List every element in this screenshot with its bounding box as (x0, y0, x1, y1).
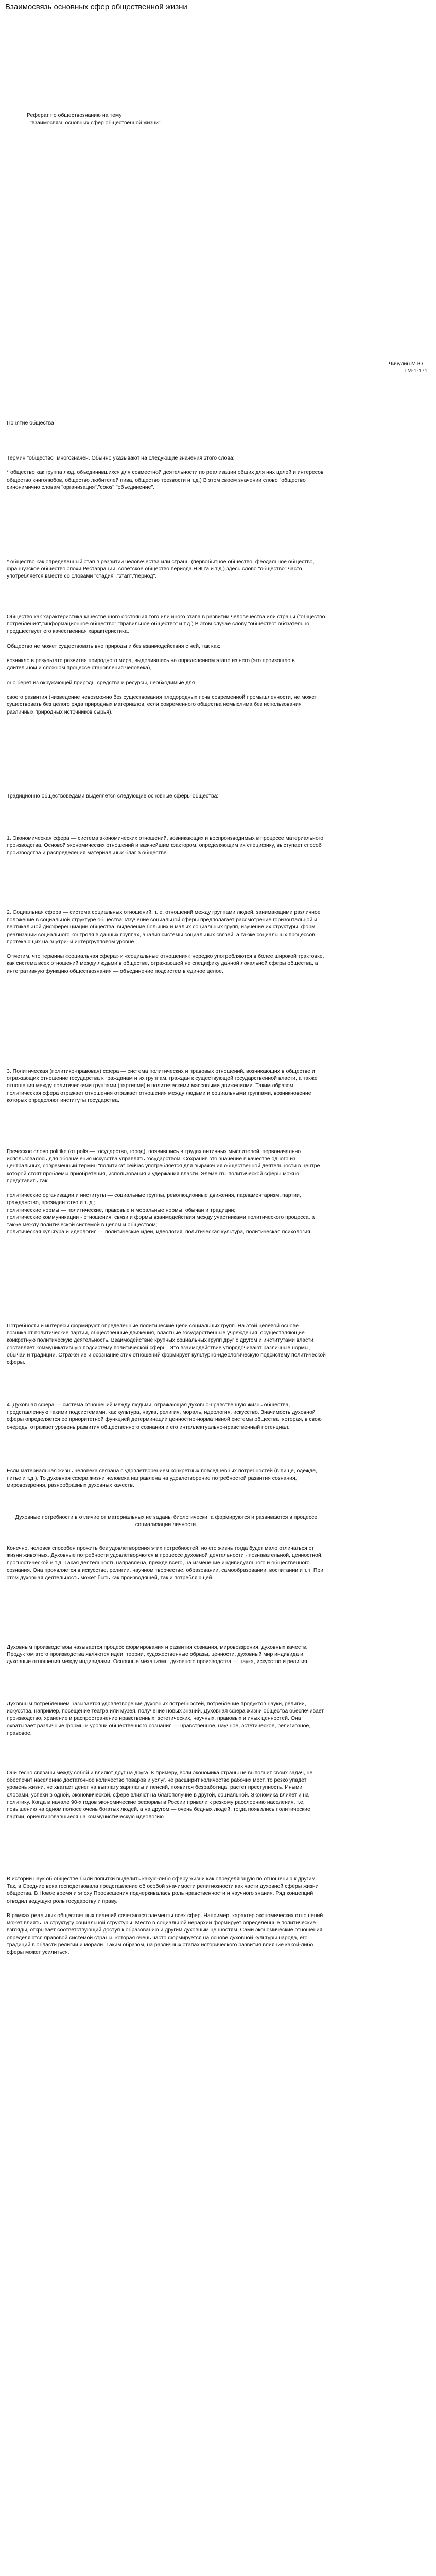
paragraph: Потребности и интересы формируют определенные политические цели социальных групп. На этой целевой основе возникают политические партии, общественные движения, властные государственные учреждения, осуществляющие конкретную политическую деятельность. Взаимодействие крупных социальных групп друг с другом и институтами власти составляет коммуникативную подсистему политической сферы. Это взаимодействие упорядочивают различные нормы, обычаи и традиции. Отражение и осознание этих отношений формирует культурно-идеологическую подсистему политической сферы. (7, 1323, 327, 1366)
paragraph: возникло в результате развития природного мира, выделившись на определенном этапе из него (это произошло в длительном и сложном процессе становления человека), (7, 657, 297, 671)
paragraph: политические организации и институты — социальные группы, революционные движения, парламентаризм, партии, гражданство, президентство и т. д.; (7, 1192, 303, 1206)
body-section-6 (7, 835, 326, 864)
body-section-5 (7, 792, 326, 807)
paragraph: Отметим, что термины «социальная сфера» и «социальные отношения» нередко употребляются в более широкой трактовке, как система всех отношений между людьми в обществе, отражающей не специфику данной локальной сферы общества, а интегративную функцию обществознания — объединение подсистем в единое целое. (7, 953, 326, 974)
paragraph: * общество как определенный этап в развитии человечества или страны (первобытное общество, феодальное общество, французское общество эпохи Реставрации, советское общество периода НЭП'а и т.д.).здесь слово "общество" часто употребляется вместе со словами "стадия","этап","период". (7, 558, 316, 580)
body-section-9 (7, 1148, 326, 1243)
referat-line-2: "взаимосвязь основных сфер общественной жизни" (30, 120, 161, 126)
paragraph: Духовные потребности в отличие от материальных не заданы биологически, а формируются и развиваются в процессе социализации личности. (15, 1514, 319, 1528)
body-section-10 (7, 1322, 326, 1373)
paragraph: Конечно, человек способен прожить без удовлетворения этих потребностей, но его жизнь тогда будет мало отличаться от жизни животных. Духовные потребности удовлетворяются в процессе духовной деятельности - познавательной, ценностной, прогностической и т.д. Такая деятельность направлена, прежде всего, на изменение индивидуального и общественного сознания. Она проявляется в искусстве, религии, научном творчестве, образовании, самообразовании, воспитании и т.п. При этом духовная деятельность может быть как производящей, так и потребляющей. (7, 1545, 325, 1581)
paragraph: 2. Социальная сфера — система социальных отношений, т. е. отношений между группами людей, занимающими различное положение в социальной структуре общества. Изучение социальной сферы предполагает рассмотрение горизонтальной и вертикальной дифференциации общества, выделение больших и малых социальных групп, изучение их структуры, форм реализации социального контроля в данных группах, анализ системы социальных связей, а также социальных процессов, протекающих на внутри- и интергрупповом уровне. (7, 909, 322, 945)
paragraph: Греческое слово politike (от polis — государство, город), появившись в трудах античных мыслителей, первоначально использовалось для обозначения искусства управлять государством. Сохранив это значение в качестве одного из центральных, современный термин "политика" сейчас употребляется для выражения общественной деятельности в центре которой стоят проблемы приобретения, использования и удержания власти. Элементы политической сферы можно представить так: (7, 1148, 322, 1184)
paragraph: политическая культура и идеология — политические идеи, идеология, политическая культура, политическая психология. (7, 1229, 312, 1235)
body-section-8 (7, 1067, 326, 1111)
body-section-1 (7, 419, 326, 434)
body-section-11 (7, 1401, 326, 1438)
paragraph: политические нормы — политические, правовые и моральные нормы, обычаи и традиции; (7, 1207, 236, 1213)
body-section-3 (7, 558, 326, 587)
author-group: ТМ-1-171 (404, 368, 428, 375)
paragraph: * общество как группа люд, объединившихся для совместной деятельности по реализации общих для них целей и интересов общество книголюбов, общество любителей пива, общество трезвости и т.д.) В этом своем значении слово "общество" синонимично словам "организация","союз","объединение". (7, 469, 325, 490)
paragraph: Духовным производством называется процесс формирования и развития сознания, мировоззрения, духовных качеств. Продуктом этого производства являются идеи, теории, художественные образы, ценности, духовный мир индивида и духовные отношения между индивидами. Основные механизмы духовного производства — наука, искусство и религия. (7, 1644, 309, 1665)
body-section-12 (7, 1467, 326, 1497)
body-section-7 (7, 909, 326, 982)
paragraph: Общество не может существовать вне природы и без взаимодействия с ней, так как: (7, 642, 221, 649)
paragraph: В истории наук об обществе были попытки выделить какую-либо сферу жизни как определяющую по отношению к другим. Так, в Средние века господствовала представление об особой значимости религиозности как части духовной сферы жизни общества. В Новое время и эпоху Просвещения подчеркивалась роль нравственности и научного знания. Ряд концепций отводил ведущую роль государству и праву. (7, 1876, 320, 1904)
body-section-2 (7, 454, 326, 498)
paragraph: своего развития (низведение невозможно без существования плодородных почв современной промышленности, не может существовать без целого ряда природных материалов, если современного общества немыслима без использования различных природных источников сырья). (7, 694, 319, 715)
paragraph: Они тесно связаны между собой и влияют друг на друга. К примеру, если экономика страны не выполнит своих задач, не обеспечит населению достаточное количество товаров и услуг, не расширит количество рабочих мест, то резко упадет уровень жизни, не хватает денег на выплату зарплаты и пенсий, появится безработица, растет преступность. Иными словами, успехи в одной, экономической, сфере влияют на благополучие в другой, социальной. Экономика влияет и на политику. Когда в начале 90-х годов экономические реформы в России привели к резкому расслоению населения, т.е. повышению на одном полюсе очень богатых людей, а на другом — очень бедных людей, тогда появились политические партии, ориентировавшиеся на коммунистическую идеологию. (7, 1770, 315, 1820)
body-section-18 (7, 1875, 326, 1963)
paragraph: оно берет из окружающей природы средства и ресурсы, необходимые для (7, 679, 195, 686)
paragraph: Духовным потреблением называется удовлетворение духовных потребностей, потребление продуктов науки, религии, искусства, например, посещение театра или музея, получение новых знаний. Духовная сфера жизни общества обеспечивает производство, хранение и распространение нравственных, эстетических, научных, правовых и иных ценностей. Она охватывает различные формы и уровни общественного сознания — нравственное, научное, эстетическое, религиозное, правовое. (7, 1701, 326, 1736)
referat-heading (27, 112, 233, 126)
page-title: Взаимосвязь основных сфер общественной жизни (5, 3, 187, 11)
paragraph: Традиционно обществоведами выделяется следующие основные сферы общества: (7, 793, 219, 799)
author-name: Чичулин.М.Ю (389, 361, 423, 367)
body-section-4 (7, 613, 326, 723)
body-section-17 (7, 1769, 326, 1828)
section-heading: Понятие общества (7, 420, 54, 426)
referat-line-1: Реферат по обществознанию на тему (27, 112, 122, 118)
paragraph: 4. Духовная сфера — система отношений между людьми, отражающая духовно-нравственную жизнь общества, представленную такими подсистемами, как культура, наука, религия, мораль, идеология, искусство. Значимость духовной сферы определяется ее приоритетной функцией детерминации ценностно-нормативной системы общества, которая, в свою очередь, отражает уровень развития общественного сознания и его интеллектуально-нравственный потенциал. (7, 1402, 323, 1430)
paragraph: Термин "общество" многозначен. Обычно указывают на следующие значения этого слова: (7, 455, 235, 461)
body-section-16 (7, 1700, 326, 1744)
body-section-14 (7, 1545, 326, 1588)
paragraph: Если материальная жизнь человека связана с удовлетворением конкретных повседневных потребностей (в пище, одежде, питье и т.д.). То духовная сфера жизни человека направлена на удовлетворение потребностей развития сознания, мировоззрения, разнообразных духовных качеств. (7, 1468, 319, 1489)
paragraph: 3. Политическая (политико-правовая) сфера — система политических и правовых отношений, возникающих в обществе и отражающих отношение государства к гражданам и их группам, граждан к существующей государственной власти, а также отношения между политическими группами (партиями) и политическими массовыми движениями. Таким образом, политическая сфера отражает отношения отражает отношения между людьми и социальными группами, возникновение которых определяют институты государства. (7, 1068, 319, 1104)
author-block (389, 360, 428, 375)
paragraph: 1. Экономическая сфера — система экономических отношений, возникающих и воспроизводимых в процессе материального производства. Основой экономических отношений и важнейшим фактором, определяющим их специфику, выступает способ производства и распределения материальных благ в обществе. (7, 835, 325, 856)
paragraph: Общество как характеристика качественного состояния того или иного этапа в развитии человечества или страны ("общество потребления","информационное общество","правильное общество" и т.д.) В этом случае слову "общество" обязательно предшествует его качественная характеристика. (7, 614, 327, 635)
body-section-13 (7, 1514, 326, 1536)
body-section-15 (7, 1643, 326, 1673)
paragraph: В рамках реальных общественных явлений сочетаются элементы всех сфер. Например, характер экономических отношений может влиять на структуру социальной структуры. Место в социальной иерархии формирует определенные политические взгляды, открывает соответствующий доступ к образованию и другим духовным ценностям. Сами экономические отношения определяются правовой системой страны, которая очень часто формируется на основе духовной культуры народа, его традиций в области религии и морали. Таким образом, на различных этапах исторического развития влияние какой-либо сферы может усилиться. (7, 1912, 325, 1956)
paragraph: политические коммуникации - отношения, связи и формы взаимодействия между участниками политического процесса, а также между политической системой в целом и обществом; (7, 1214, 317, 1228)
